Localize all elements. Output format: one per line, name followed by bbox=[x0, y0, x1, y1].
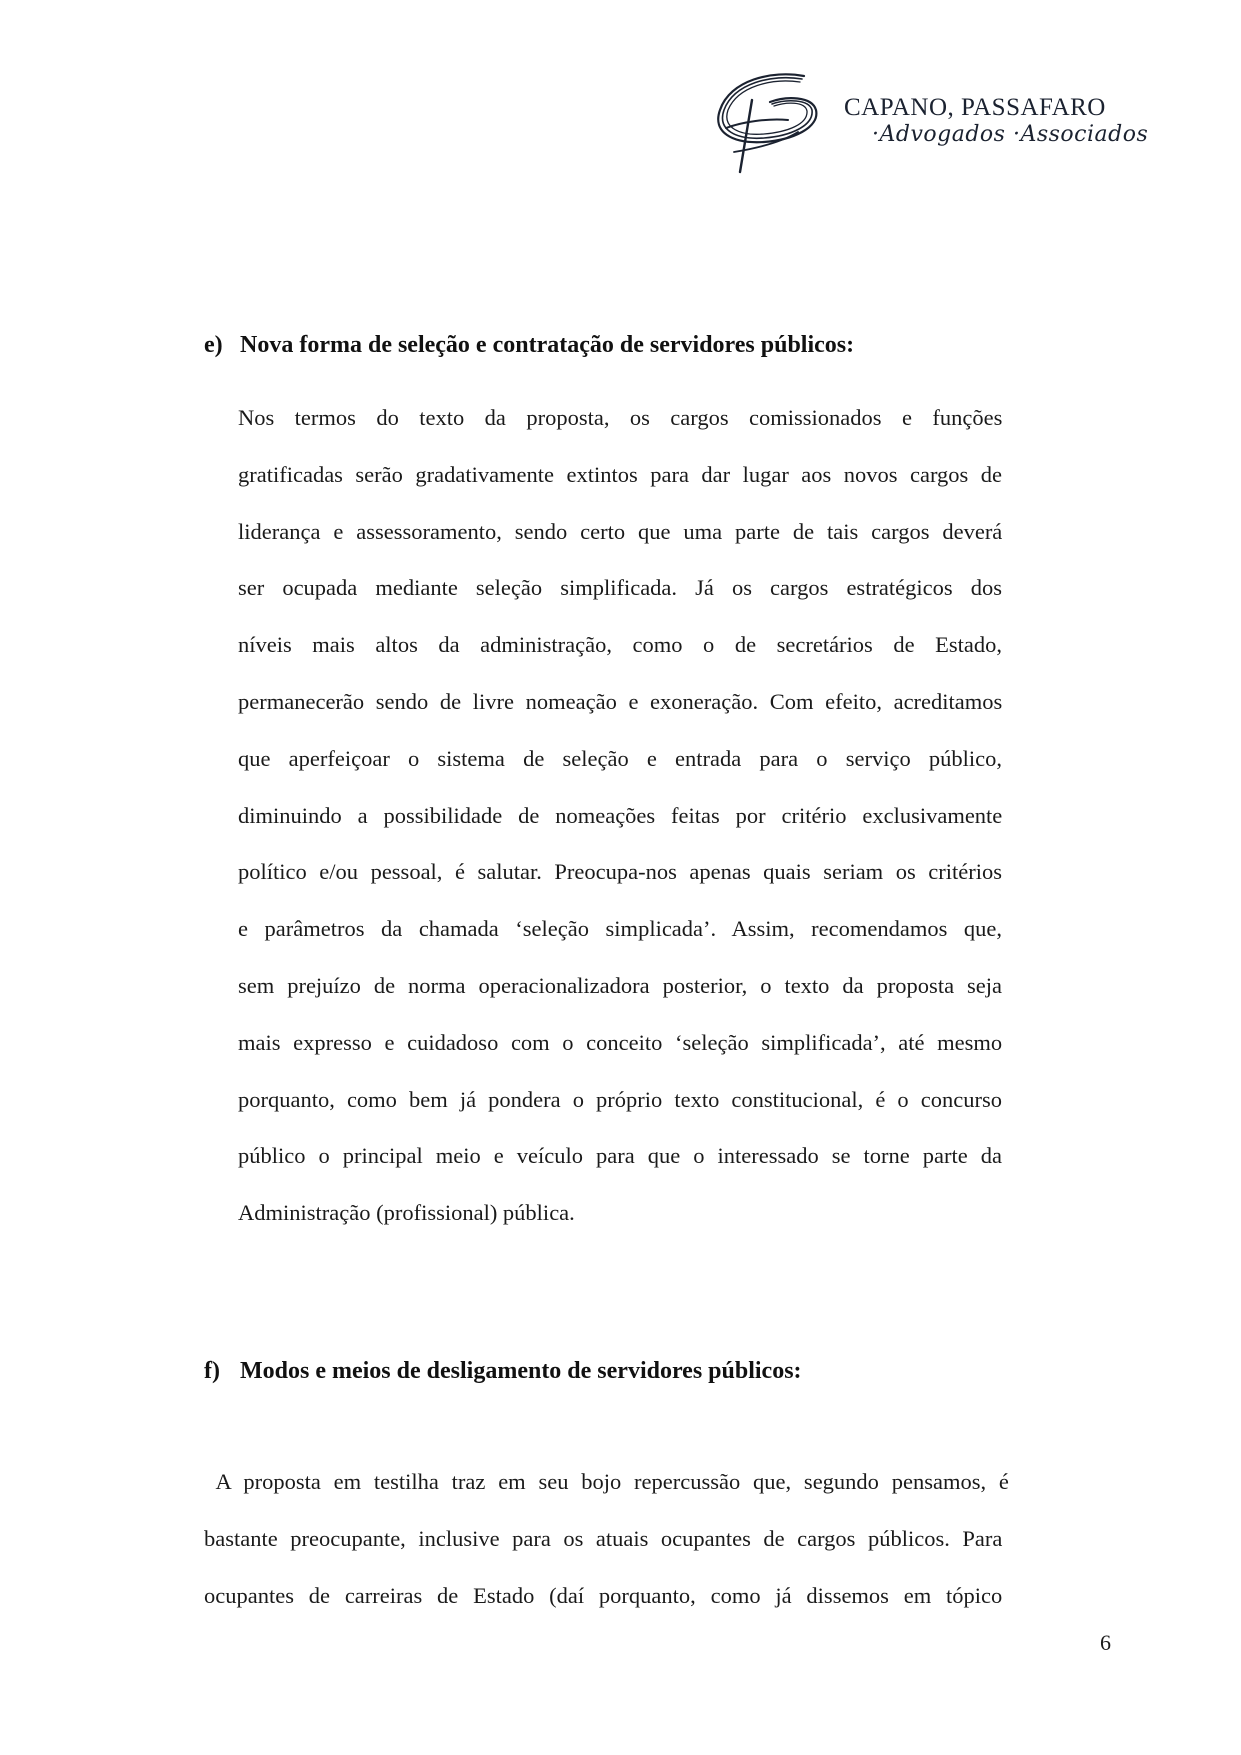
paragraph-line: ocupantes de carreiras de Estado (daí porquanto, como já dissemos em tópico bbox=[204, 1582, 1003, 1608]
paragraph-line: níveis mais altos da administração, como o de secretários de Estado, bbox=[238, 632, 1002, 658]
paragraph-line: público o principal meio e veículo para que o interessado se torne parte da bbox=[238, 1143, 1002, 1169]
paragraph-line: bastante preocupante, inclusive para os atuais ocupantes de cargos públicos. Para bbox=[204, 1525, 1003, 1551]
firm-name: CAPANO, PASSAFARO bbox=[844, 94, 1106, 121]
section-title: Nova forma de seleção e contratação de servidores públicos: bbox=[240, 332, 855, 358]
section-paragraph-f bbox=[204, 1454, 1009, 1624]
paragraph-line: Nos termos do texto da proposta, os cargos comissionados e funções bbox=[238, 405, 1003, 430]
paragraph-line: A proposta em testilha traz em seu bojo repercussão que, segundo pensamos, é bbox=[204, 1469, 1009, 1494]
paragraph-line: ser ocupada mediante seleção simplificada. Já os cargos estratégicos dos bbox=[238, 575, 1002, 601]
paragraph-line: porquanto, como bem já pondera o próprio texto constitucional, é o concurso bbox=[238, 1086, 1002, 1112]
paragraph-line: permanecerão sendo de livre nomeação e exoneração. Com efeito, acreditamos bbox=[238, 688, 1003, 714]
page-number: 6 bbox=[1100, 1630, 1111, 1655]
firm-logo bbox=[712, 70, 1149, 180]
paragraph-line: Administração (profissional) pública. bbox=[238, 1200, 575, 1226]
section-marker: e) bbox=[204, 332, 223, 358]
paragraph-line: e parâmetros da chamada ‘seleção simplicada’. Assim, recomendamos que, bbox=[238, 916, 1002, 942]
section-marker: f) bbox=[204, 1358, 220, 1384]
paragraph-line: sem prejuízo de norma operacionalizadora posterior, o texto da proposta seja bbox=[238, 972, 1002, 998]
firm-subtitle: ·Advogados ·Associados bbox=[872, 122, 1149, 147]
paragraph-line: liderança e assessoramento, sendo certo que uma parte de tais cargos deverá bbox=[238, 518, 1003, 544]
paragraph-line: gratificadas serão gradativamente extintos para dar lugar aos novos cargos de bbox=[238, 461, 1002, 487]
paragraph-line: que aperfeiçoar o sistema de seleção e entrada para o serviço público, bbox=[238, 745, 1002, 771]
section-heading-f bbox=[204, 1358, 802, 1385]
section-paragraph-e bbox=[238, 390, 1002, 1242]
section-heading-e bbox=[204, 332, 854, 359]
paragraph-line: político e/ou pessoal, é salutar. Preocupa-nos apenas quais seriam os critérios bbox=[238, 859, 1002, 885]
section-title: Modos e meios de desligamento de servidores públicos: bbox=[240, 1358, 802, 1384]
paragraph-line: diminuindo a possibilidade de nomeações feitas por critério exclusivamente bbox=[238, 802, 1003, 828]
monogram-icon bbox=[712, 70, 832, 180]
paragraph-line: mais expresso e cuidadoso com o conceito ‘seleção simplificada’, até mesmo bbox=[238, 1029, 1003, 1055]
